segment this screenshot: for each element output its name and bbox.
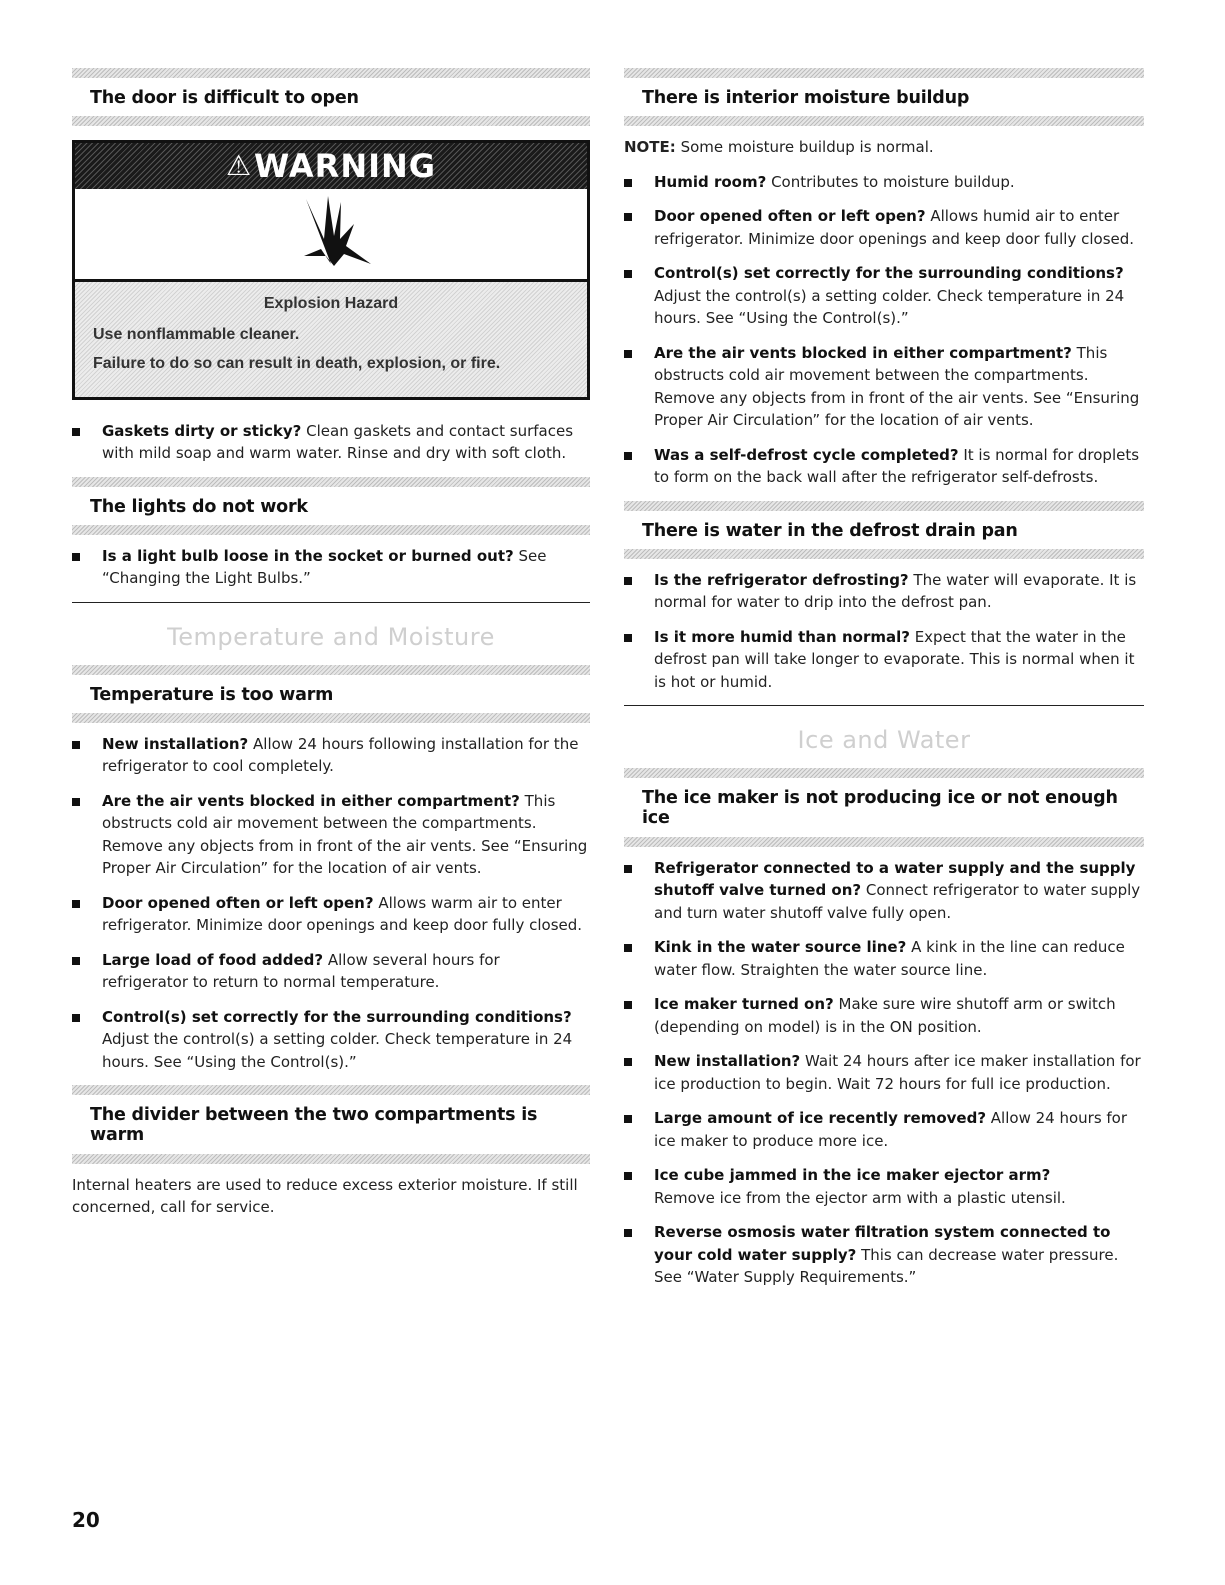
heading-shade [624, 549, 1144, 559]
list-item [624, 1107, 1144, 1152]
square-bullet-icon [72, 798, 80, 806]
list-item [624, 1221, 1144, 1289]
square-bullet-icon [624, 213, 632, 221]
item-answer: Clean gaskets and contact surfaces with mild soap and warm water. Rinse and dry with soft cloth. [102, 421, 574, 463]
item-answer: Adjust the control(s) a setting colder. Check temperature in 24 hours. See “Using the Control(s).” [102, 1030, 573, 1071]
heading-drain [624, 501, 1144, 559]
item-question: Kink in the water source line? [654, 938, 907, 956]
explosion-icon-area [75, 189, 587, 282]
moisture-list [624, 171, 1144, 489]
item-question: Large amount of ice recently removed? [654, 1109, 987, 1127]
list-item [624, 1050, 1144, 1095]
list-item [624, 205, 1144, 250]
list-item [624, 1164, 1144, 1209]
item-answer: Adjust the control(s) a setting colder. Check temperature in 24 hours. See “Using the Control(s).” [654, 286, 1125, 328]
item-question: Is the refrigerator defrosting? [654, 570, 909, 589]
warning-line-1: Use nonflammable cleaner. [93, 325, 300, 343]
warning-triangle-icon: ⚠ [225, 149, 253, 183]
item-question: Control(s) set correctly for the surrounding conditions? [102, 1007, 572, 1026]
warning-box [72, 140, 590, 399]
heading-shade [72, 1085, 590, 1095]
square-bullet-icon [72, 1014, 80, 1022]
warning-line-2: Failure to do so can result in death, explosion, or fire. [93, 354, 501, 372]
heading-moisture [624, 68, 1144, 126]
divider-text: Internal heaters are used to reduce excess exterior moisture. If still concerned, call for service. [72, 1175, 578, 1217]
explosion-icon [286, 194, 376, 274]
heading-ice [624, 768, 1144, 846]
list-item [624, 626, 1144, 694]
item-answer: This obstructs cold air movement between the compartments. Remove any objects from in front of the air vents. See “Ensuring Proper Air Circulation” for the location of air vents. [654, 343, 1140, 430]
item-question: Ice cube jammed in the ice maker ejector arm? [654, 1166, 1051, 1184]
item-answer: This can decrease water pressure. See “Water Supply Requirements.” [654, 1245, 1119, 1286]
item-question: New installation? [654, 1052, 801, 1070]
square-bullet-icon [72, 741, 80, 749]
heading-shade [624, 837, 1144, 847]
heading-warm [72, 665, 590, 723]
heading-shade [624, 501, 1144, 511]
square-bullet-icon [624, 1001, 632, 1009]
warning-body [75, 282, 587, 396]
heading-shade [72, 116, 590, 126]
item-question: Was a self-defrost cycle completed? [654, 445, 959, 464]
warm-list [72, 723, 590, 1074]
item-answer: Allows humid air to enter refrigerator. Minimize door openings and keep door fully closed. [654, 207, 1135, 248]
list-item [72, 733, 590, 778]
square-bullet-icon [624, 1115, 632, 1123]
square-bullet-icon [624, 634, 632, 642]
item-answer: Make sure wire shutoff arm or switch (depending on model) is in the ON position. [654, 995, 1116, 1036]
list-item [72, 420, 590, 465]
list-item [624, 569, 1144, 614]
list-item [624, 857, 1144, 925]
heading-door-text: The door is difficult to open [90, 88, 359, 108]
item-question: Ice maker turned on? [654, 995, 834, 1013]
item-question: Are the air vents blocked in either compartment? [654, 343, 1072, 362]
note-label: NOTE: [624, 138, 676, 157]
section-title-temperature: Temperature and Moisture [167, 622, 495, 651]
heading-shade [72, 477, 590, 487]
heading-shade [72, 68, 590, 78]
warning-header [75, 143, 587, 189]
square-bullet-icon [624, 944, 632, 952]
item-question: Gaskets dirty or sticky? [102, 421, 302, 440]
heading-shade [624, 116, 1144, 126]
item-question: Door opened often or left open? [654, 207, 926, 226]
heading-shade [624, 768, 1144, 778]
list-item [72, 790, 590, 880]
square-bullet-icon [624, 350, 632, 358]
item-answer: See “Changing the Light Bulbs.” [102, 546, 547, 588]
note-text: Some moisture buildup is normal. [675, 138, 934, 157]
square-bullet-icon [72, 900, 80, 908]
list-item [72, 1006, 590, 1074]
square-bullet-icon [624, 452, 632, 460]
heading-divider [72, 1085, 590, 1163]
list-item [624, 444, 1144, 489]
list-item [624, 262, 1144, 330]
item-answer: Remove ice from the ejector arm with a plastic utensil. [654, 1188, 1066, 1207]
heading-ice-text: The ice maker is not producing ice or not enough ice [642, 788, 1118, 829]
item-question: Is it more humid than normal? [654, 627, 910, 646]
door-list [72, 410, 590, 465]
list-item [72, 892, 590, 937]
item-question: Door opened often or left open? [102, 893, 374, 912]
item-answer: Allow several hours for refrigerator to return to normal temperature. [102, 950, 500, 992]
item-question: Humid room? [654, 172, 767, 191]
item-question: Reverse osmosis water filtration system connected to your cold water supply? [654, 1223, 1111, 1264]
item-answer: Connect refrigerator to water supply and turn water shutoff valve fully open. [654, 881, 1141, 922]
heading-drain-text: There is water in the defrost drain pan [642, 520, 1018, 541]
heading-shade [72, 1154, 590, 1164]
list-item [624, 993, 1144, 1038]
item-question: New installation? [102, 734, 249, 753]
heading-shade [72, 713, 590, 723]
list-item [624, 936, 1144, 981]
square-bullet-icon [624, 1229, 632, 1237]
warning-hazard: Explosion Hazard [263, 295, 399, 313]
item-answer: Contributes to moisture buildup. [766, 172, 1015, 191]
warning-title: WARNING [254, 147, 437, 186]
item-question: Large load of food added? [102, 950, 324, 969]
square-bullet-icon [72, 957, 80, 965]
heading-shade [624, 68, 1144, 78]
square-bullet-icon [72, 428, 80, 436]
square-bullet-icon [624, 179, 632, 187]
square-bullet-icon [72, 553, 80, 561]
item-answer: Expect that the water in the defrost pan will take longer to evaporate. This is normal when it is hot or humid. [654, 627, 1135, 691]
lights-list [72, 535, 590, 590]
list-item [72, 545, 590, 590]
heading-shade [72, 525, 590, 535]
square-bullet-icon [624, 1058, 632, 1066]
heading-lights [72, 477, 590, 535]
heading-moisture-text: There is interior moisture buildup [642, 88, 970, 108]
right-column [624, 68, 1144, 1301]
heading-divider-text: The divider between the two compartments is warm [90, 1105, 538, 1146]
left-column [72, 68, 590, 1231]
item-answer: The water will evaporate. It is normal for water to drip into the defrost pan. [654, 570, 1137, 612]
drain-list [624, 559, 1144, 694]
heading-lights-text: The lights do not work [90, 496, 308, 517]
list-item [624, 342, 1144, 432]
heading-warm-text: Temperature is too warm [90, 684, 334, 705]
page-number: 20 [72, 1508, 100, 1532]
square-bullet-icon [624, 577, 632, 585]
heading-shade [72, 665, 590, 675]
list-item [72, 949, 590, 994]
heading-door [72, 68, 590, 126]
item-answer: Wait 24 hours after ice maker installation for ice production to begin. Wait 72 hours for full ice production. [654, 1052, 1141, 1093]
note [624, 136, 1144, 159]
item-answer: It is normal for droplets to form on the back wall after the refrigerator self-defrosts. [654, 445, 1140, 487]
list-item [624, 171, 1144, 194]
item-answer: Allow 24 hours following installation for the refrigerator to cool completely. [102, 734, 579, 776]
item-answer: A kink in the line can reduce water flow. Straighten the water source line. [654, 938, 1125, 979]
item-question: Is a light bulb loose in the socket or burned out? [102, 546, 514, 565]
ice-list [624, 847, 1144, 1289]
item-question: Refrigerator connected to a water supply and the supply shutoff valve turned on? [654, 858, 1136, 899]
item-question: Are the air vents blocked in either compartment? [102, 791, 520, 810]
item-answer: Allows warm air to enter refrigerator. Minimize door openings and keep door fully closed. [102, 893, 583, 935]
item-answer: Allow 24 hours for ice maker to produce more ice. [654, 1109, 1128, 1150]
square-bullet-icon [624, 1172, 632, 1180]
square-bullet-icon [624, 270, 632, 278]
section-title-ice: Ice and Water [797, 726, 971, 755]
item-answer: This obstructs cold air movement between the compartments. Remove any objects from in front of the air vents. See “Ensuring Proper Air Circulation” for the location of air vents. [102, 791, 588, 878]
square-bullet-icon [624, 865, 632, 873]
item-question: Control(s) set correctly for the surrounding conditions? [654, 264, 1124, 283]
